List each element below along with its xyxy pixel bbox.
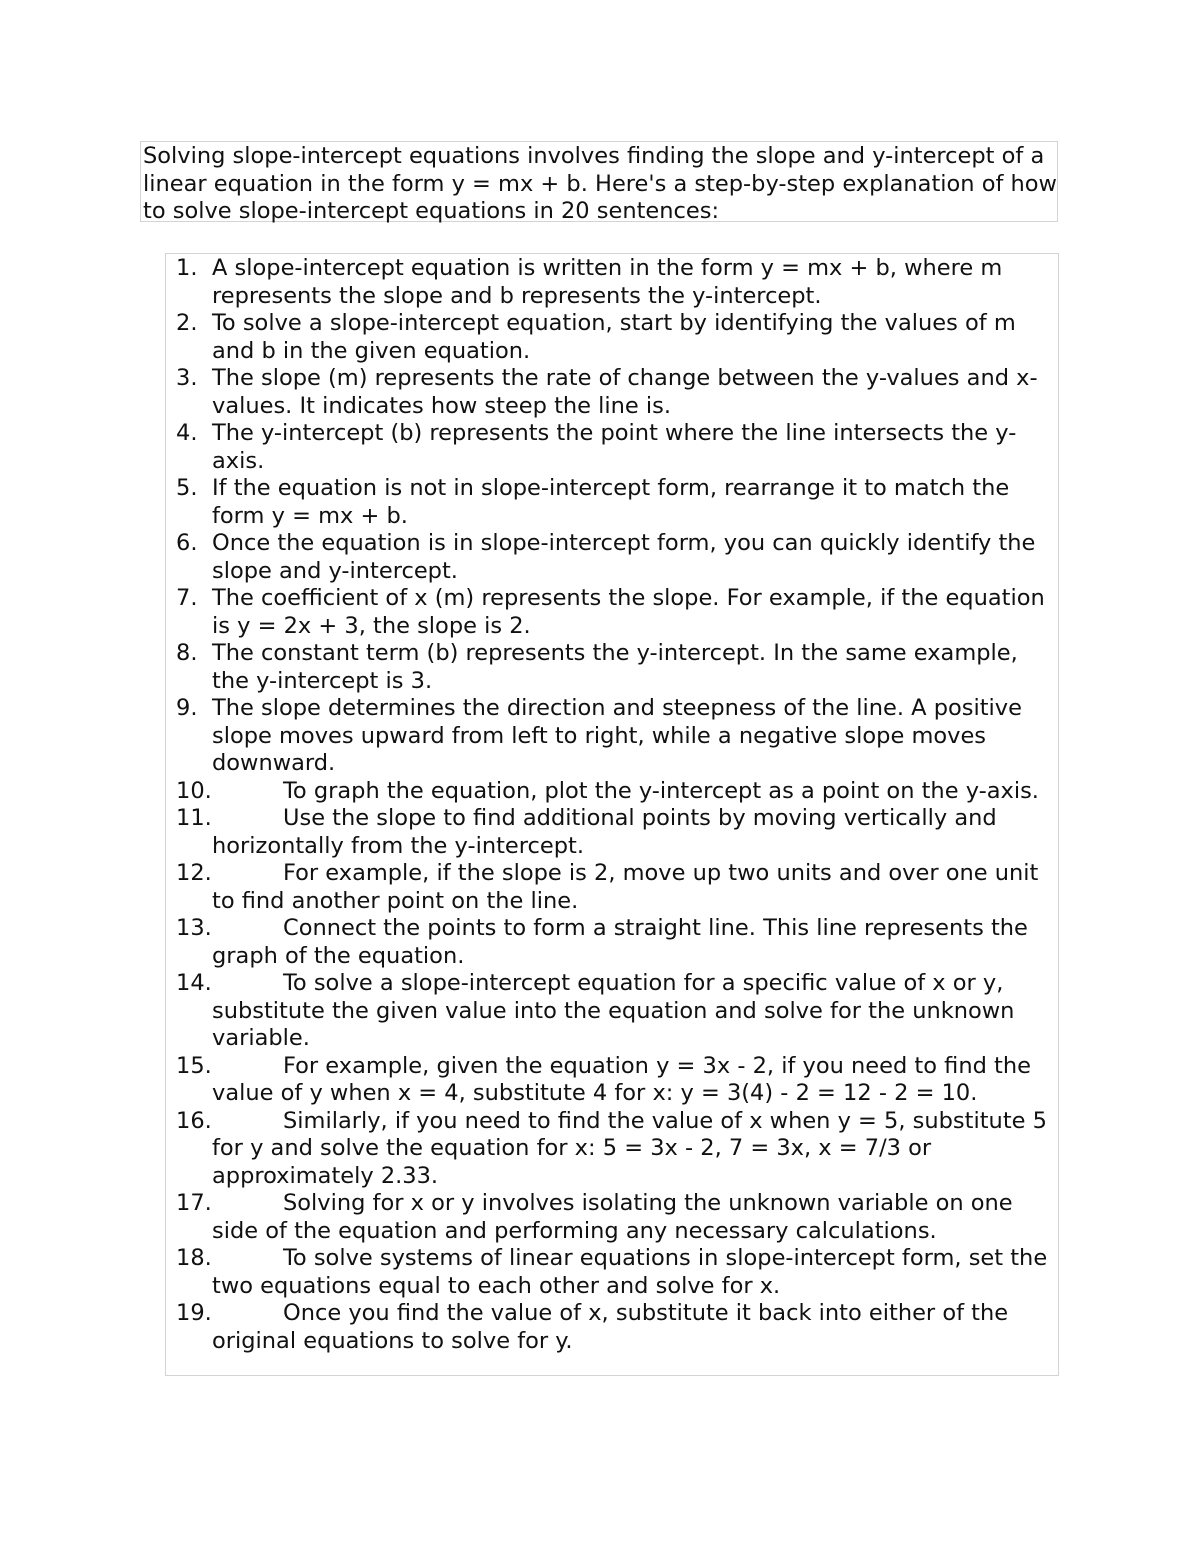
item-text: To solve systems of linear equations in slope-intercept form, set the two equations equal to each other and solve for x.	[212, 1245, 1048, 1299]
item-number: 12.	[176, 860, 212, 886]
item-text: If the equation is not in slope-intercept form, rearrange it to match the form y = mx + b.	[212, 475, 1010, 529]
item-number: 7.	[176, 585, 198, 611]
list-item	[166, 365, 1058, 420]
list-item	[166, 860, 1058, 915]
intro-paragraph-box	[140, 141, 1058, 222]
item-number: 19.	[176, 1300, 212, 1326]
item-number: 6.	[176, 530, 198, 556]
item-number: 4.	[176, 420, 198, 446]
item-text: For example, if the slope is 2, move up two units and over one unit to find another point on the line.	[212, 860, 1039, 914]
item-number: 1.	[176, 255, 198, 281]
list-item	[166, 585, 1058, 640]
list-item	[166, 778, 1058, 806]
item-number: 15.	[176, 1052, 212, 1079]
item-text: Similarly, if you need to find the value of x when y = 5, substitute 5 for y and solve the equation for x: 5 = 3x - 2, 7 = 3x, x = 7/3 or approximately 2.33.	[212, 1107, 1047, 1189]
item-text: Once you find the value of x, substitute it back into either of the original equations to solve for y.	[212, 1300, 1009, 1354]
item-text: The slope determines the direction and steepness of the line. A positive slope moves upward from left to right, while a negative slope moves downward.	[212, 695, 1022, 776]
item-number: 2.	[176, 310, 198, 336]
item-text: The coefficient of x (m) represents the slope. For example, if the equation is y = 2x + 3, the slope is 2.	[212, 585, 1045, 639]
list-item	[166, 475, 1058, 530]
item-number: 8.	[176, 640, 198, 666]
item-text: Connect the points to form a straight line. This line represents the graph of the equation.	[212, 915, 1028, 969]
item-text: A slope-intercept equation is written in the form y = mx + b, where m represents the slope and b represents the y-intercept.	[212, 255, 1003, 309]
item-number: 11.	[176, 805, 212, 831]
item-number: 5.	[176, 475, 198, 501]
list-item	[166, 1108, 1058, 1191]
intro-text: Solving slope-intercept equations involves finding the slope and y-intercept of a linear equation in the form y = mx + b. Here's a step-by-step explanation of how to solve slope-intercept equations in 20 sentences:	[143, 143, 1057, 224]
list-item	[166, 255, 1058, 310]
item-text: The slope (m) represents the rate of change between the y-values and x-values. It indicates how steep the line is.	[212, 365, 1038, 419]
item-number: 14.	[176, 970, 212, 996]
list-item	[166, 695, 1058, 778]
list-item	[166, 1245, 1058, 1300]
item-text: For example, given the equation y = 3x - 2, if you need to find the value of y when x = 4, substitute 4 for x: y = 3(4) - 2 = 12 - 2 = 10.	[212, 1052, 1031, 1106]
list-item	[166, 915, 1058, 970]
item-text: To solve a slope-intercept equation for a specific value of x or y, substitute the given value into the equation and solve for the unknown variable.	[212, 970, 1015, 1051]
item-number: 9.	[176, 695, 198, 721]
steps-list-box	[165, 253, 1059, 1376]
list-item	[166, 970, 1058, 1053]
list-item	[166, 1190, 1058, 1245]
item-text: The y-intercept (b) represents the point where the line intersects the y-axis.	[212, 420, 1017, 474]
item-text: The constant term (b) represents the y-intercept. In the same example, the y-intercept is 3.	[212, 640, 1018, 694]
list-item	[166, 1053, 1058, 1108]
list-item	[166, 420, 1058, 475]
item-number: 17.	[176, 1190, 212, 1216]
list-item	[166, 805, 1058, 860]
item-text: Use the slope to find additional points by moving vertically and horizontally from the y-intercept.	[212, 805, 997, 859]
item-text: To solve a slope-intercept equation, start by identifying the values of m and b in the given equation.	[212, 310, 1016, 364]
item-number: 3.	[176, 365, 198, 391]
item-text: To graph the equation, plot the y-intercept as a point on the y-axis.	[283, 777, 1039, 804]
item-text: Once the equation is in slope-intercept form, you can quickly identify the slope and y-intercept.	[212, 530, 1036, 584]
list-item	[166, 530, 1058, 585]
list-item	[166, 1300, 1058, 1355]
item-number: 10.	[176, 777, 212, 804]
list-item	[166, 310, 1058, 365]
list-item	[166, 640, 1058, 695]
item-text: Solving for x or y involves isolating the unknown variable on one side of the equation and performing any necessary calculations.	[212, 1190, 1013, 1244]
item-number: 18.	[176, 1245, 212, 1271]
item-number: 13.	[176, 915, 212, 941]
item-number: 16.	[176, 1107, 212, 1134]
